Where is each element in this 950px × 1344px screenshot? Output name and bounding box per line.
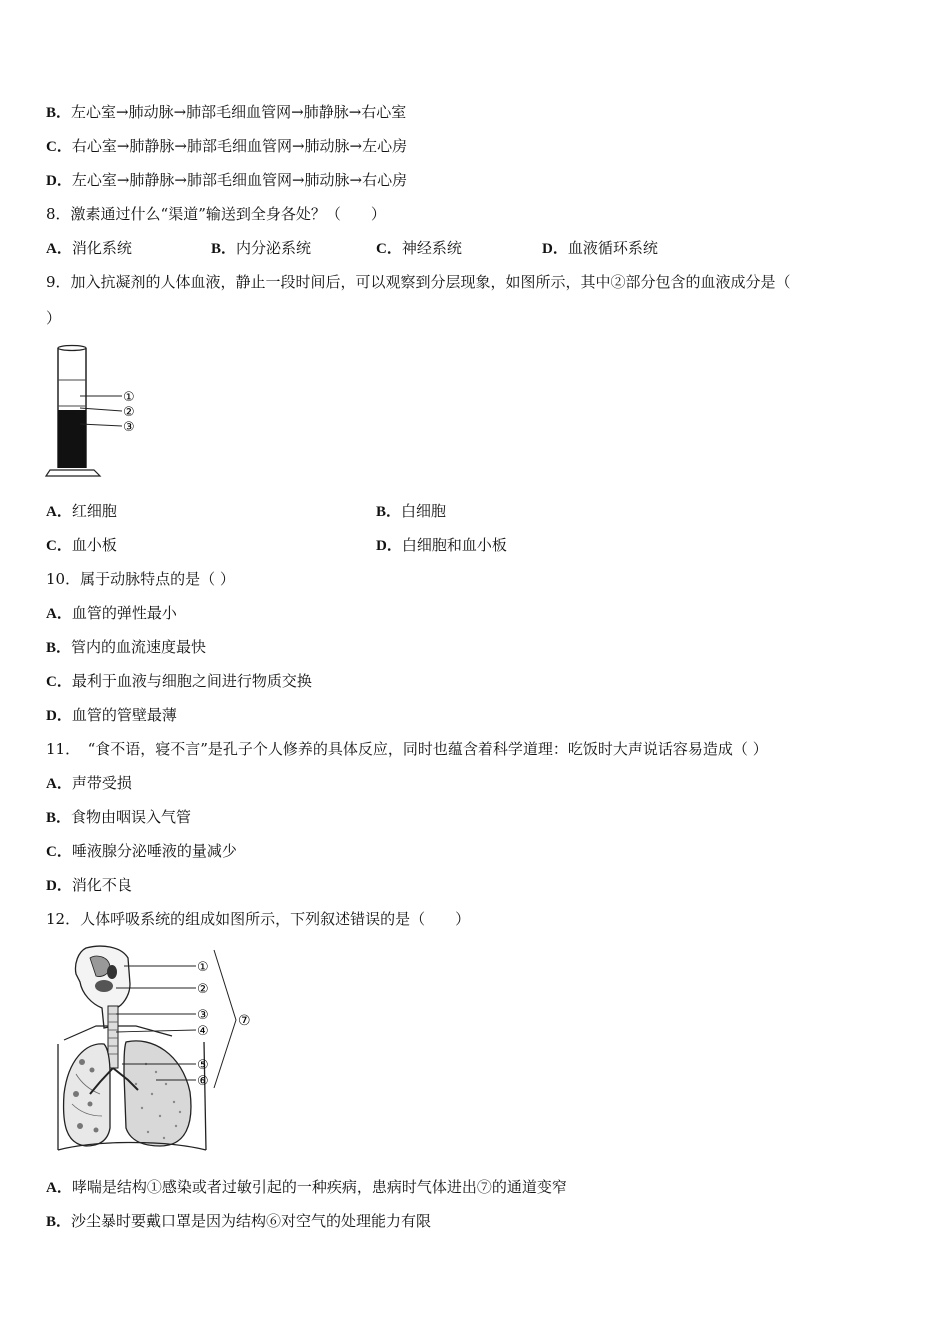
q12-option-b: B．沙尘暴时要戴口罩是因为结构⑥对空气的处理能力有限 [46,1212,432,1230]
q8-option-b: B．内分泌系统 [211,239,312,257]
q9-option-c: C．血小板 [46,536,117,554]
resp-label-6: ⑥ [197,1074,209,1089]
q10-option-b: B．管内的血流速度最快 [46,638,207,656]
q11-option-d: D．消化不良 [46,876,132,894]
resp-label-2: ② [197,982,209,997]
q9-option-d: D．白细胞和血小板 [376,536,507,554]
resp-label-3: ③ [197,1008,209,1023]
respiratory-system-figure [56,944,266,1154]
q9-stem-line2: ） [46,309,62,327]
q10-option-d: D．血管的管壁最薄 [46,706,177,724]
q7-option-d: D．左心室→肺静脉→肺部毛细血管网→肺动脉→右心房 [46,171,408,189]
q7-option-c: C．右心室→肺静脉→肺部毛细血管网→肺动脉→左心房 [46,137,408,155]
q10-option-c: C．最利于血液与细胞之间进行物质交换 [46,672,312,690]
q11-option-a: A．声带受损 [46,774,132,792]
q8-option-d: D．血液循环系统 [542,239,658,257]
blood-tube-figure [44,344,154,478]
q8-option-a: A．消化系统 [46,239,132,257]
q7-option-b: B．左心室→肺动脉→肺部毛细血管网→肺静脉→右心室 [46,103,407,121]
q9-stem-line1: 9．加入抗凝剂的人体血液，静止一段时间后，可以观察到分层现象，如图所示，其中②部分包含的血液成分是（ [46,273,791,291]
q10-option-a: A．血管的弹性最小 [46,604,177,622]
resp-label-4: ④ [197,1024,209,1039]
q9-option-a: A．红细胞 [46,502,117,520]
q9-option-b: B．白细胞 [376,502,447,520]
tube-label-2: ② [123,405,135,420]
q12-option-a: A．哮喘是结构①感染或者过敏引起的一种疾病，患病时气体进出⑦的通道变窄 [46,1178,567,1196]
q8-option-c: C．神经系统 [376,239,462,257]
q11-option-b: B．食物由咽误入气管 [46,808,192,826]
resp-label-7: ⑦ [238,1013,251,1029]
tube-label-1: ① [123,390,135,405]
q10-stem: 10．属于动脉特点的是（ ） [46,570,235,588]
resp-label-1: ① [197,960,209,975]
q11-option-c: C．唾液腺分泌唾液的量减少 [46,842,237,860]
q11-stem: 11． “食不语，寝不言”是孔子个人修养的具体反应，同时也蕴含着科学道理：吃饭时大声说话容易造成（ ） [46,740,768,758]
tube-label-3: ③ [123,420,135,435]
q12-stem: 12．人体呼吸系统的组成如图所示，下列叙述错误的是（ ） [46,910,471,928]
resp-label-5: ⑤ [197,1058,209,1073]
q8-stem: 8．激素通过什么“渠道”输送到全身各处？（ ） [46,205,386,223]
